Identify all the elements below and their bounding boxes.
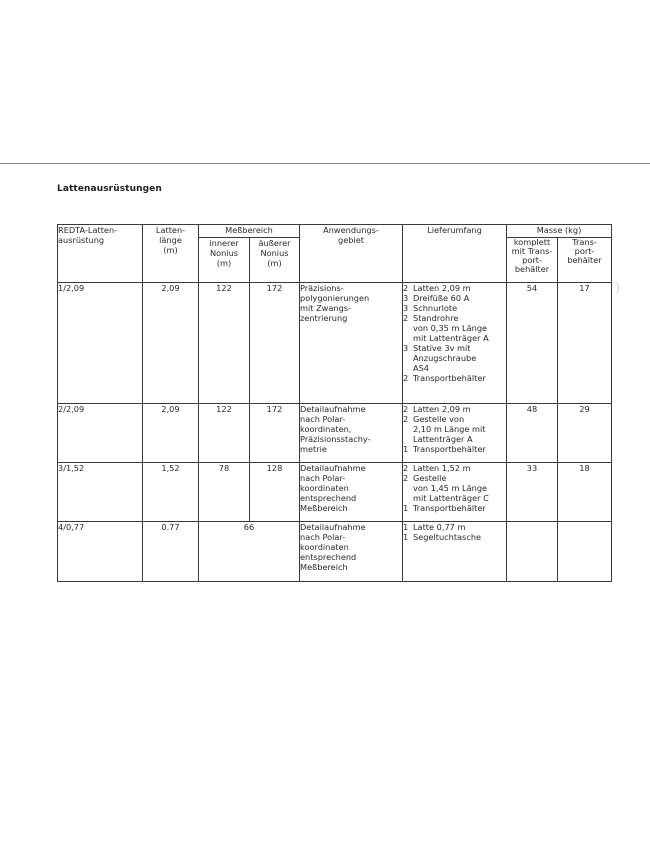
supply-item: 2 Standrohre von 0,35 m Länge mit Lattenträger A — [403, 313, 489, 343]
cell-lattenlaenge: 2,09 — [143, 404, 199, 463]
header-komplett: komplett mit Trans- port- behälter — [507, 238, 558, 283]
cell-lieferumfang — [403, 283, 507, 404]
supply-item: 1 Segeltuchtasche — [403, 532, 482, 542]
header-transportbehaelter: Trans- port- behälter — [558, 238, 612, 283]
header-redta: REDTA-Latten- ausrüstung — [58, 225, 143, 283]
equipment-table — [57, 224, 612, 582]
cell-anwendungsgebiet: Detailaufnahme nach Polar- koordinaten, Präzisionsstachy- metrie — [300, 404, 403, 463]
cell-lattenlaenge: 1,52 — [143, 463, 199, 522]
supply-item: 1 Latte 0,77 m — [403, 522, 466, 532]
cell-masse-transportbehaelter: 18 — [558, 463, 612, 522]
supply-item: 1 Transportbehälter — [403, 503, 486, 513]
header-lieferumfang: Lieferumfang — [403, 225, 507, 283]
cell-masse-komplett: 48 — [507, 404, 558, 463]
cell-lattenlaenge: 2,09 — [143, 283, 199, 404]
top-rule — [0, 163, 650, 164]
cell-ausruestung: 3/1,52 — [58, 463, 143, 522]
header-anwendungsgebiet: Anwendungs- gebiet — [300, 225, 403, 283]
cell-masse-transportbehaelter: 29 — [558, 404, 612, 463]
header-innerer-nonius: innerer Nonius (m) — [199, 238, 250, 283]
cell-anwendungsgebiet: Präzisions- polygonierungen mit Zwangs- zentrierung — [300, 283, 403, 404]
cell-ausruestung: 4/0,77 — [58, 522, 143, 582]
cell-masse-komplett: 54 — [507, 283, 558, 404]
header-aeusserer-nonius: äußerer Nonius (m) — [250, 238, 300, 283]
header-lattenlaenge: Latten- länge (m) — [143, 225, 199, 283]
cell-anwendungsgebiet: Detailaufnahme nach Polar- koordinaten entsprechend Meßbereich — [300, 463, 403, 522]
cell-messbereich: 66 — [199, 522, 300, 582]
cell-masse-transportbehaelter — [558, 522, 612, 582]
supply-item: 2 Latten 2,09 m — [403, 283, 471, 293]
cell-innerer-nonius: 122 — [199, 283, 250, 404]
table-row — [58, 522, 612, 582]
cell-masse-komplett — [507, 522, 558, 582]
cell-ausruestung: 1/2,09 — [58, 283, 143, 404]
supply-item: 2 Gestelle von 2,10 m Länge mit Lattenträger A — [403, 414, 486, 444]
cell-innerer-nonius: 122 — [199, 404, 250, 463]
cell-anwendungsgebiet: Detailaufnahme nach Polar- koordinaten entsprechend Meßbereich — [300, 522, 403, 582]
supply-item: 3 Stative 3v mit Anzugschraube AS4 — [403, 343, 477, 373]
cell-lattenlaenge: 0.77 — [143, 522, 199, 582]
cell-masse-transportbehaelter: 17 — [558, 283, 612, 404]
cell-lieferumfang — [403, 404, 507, 463]
supply-item: 1 Transportbehälter — [403, 444, 486, 454]
supply-item: 3 Dreifüße 60 A — [403, 293, 470, 303]
table-row — [58, 283, 612, 404]
cell-aeusserer-nonius: 172 — [250, 283, 300, 404]
supply-item: 3 Schnurlote — [403, 303, 458, 313]
header-masse: Masse (kg) — [507, 225, 612, 238]
table-row — [58, 463, 612, 522]
section-title: Lattenausrüstungen — [57, 184, 162, 194]
cell-innerer-nonius: 78 — [199, 463, 250, 522]
cell-lieferumfang — [403, 522, 507, 582]
cell-aeusserer-nonius: 128 — [250, 463, 300, 522]
supply-item: 2 Gestelle von 1,45 m Länge mit Lattenträger C — [403, 473, 489, 503]
cell-ausruestung: 2/2,09 — [58, 404, 143, 463]
table-row — [58, 404, 612, 463]
header-messbereich: Meßbereich — [199, 225, 300, 238]
cell-aeusserer-nonius: 172 — [250, 404, 300, 463]
margin-mark — [612, 281, 619, 295]
cell-masse-komplett: 33 — [507, 463, 558, 522]
cell-lieferumfang — [403, 463, 507, 522]
supply-item: 2 Latten 1,52 m — [403, 463, 471, 473]
supply-item: 2 Latten 2,09 m — [403, 404, 471, 414]
supply-item: 2 Transportbehälter — [403, 373, 486, 383]
